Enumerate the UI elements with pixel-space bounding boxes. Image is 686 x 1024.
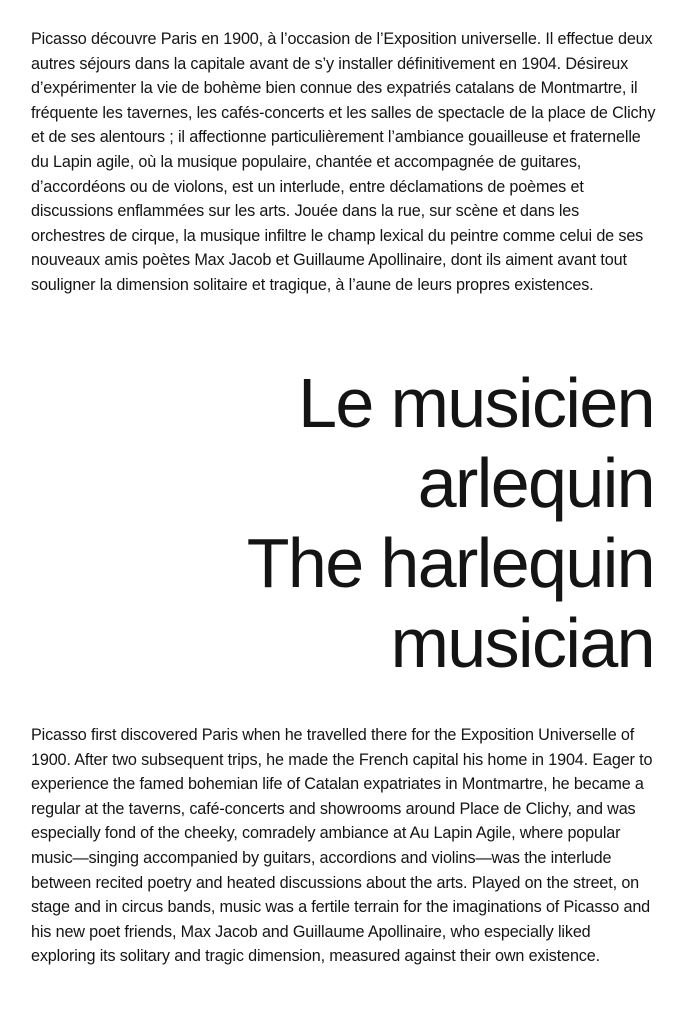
title-french-line-2: arlequin (417, 444, 654, 522)
english-intro-paragraph: Picasso first discovered Paris when he travelled there for the Exposition Universelle of 1900. After two subsequent trips, he made the French capital his home in 1904. Eager to experience the famed bohemian life of Catalan expatriates in Montmartre, he became a regular at the taverns, café-concerts and showrooms around Place de Clichy, and was especially fond of the cheeky, comradely ambiance at Au Lapin Agile, where popular music—singing accompanied by guitars, accordions and violins—was the interlude between recited poetry and heated discussions about the arts. Played on the street, on stage and in circus bands, music was a fertile terrain for the imaginations of Picasso and his new poet friends, Max Jacob and Guillaume Apollinaire, who especially liked exploring its solitary and tragic dimension, measured against their own existence. (31, 726, 653, 966)
section-title (28, 363, 654, 683)
title-english-line-1: The harlequin (246, 524, 654, 602)
french-intro-paragraph: Picasso découvre Paris en 1900, à l’occasion de l’Exposition universelle. Il effectue deux autres séjours dans la capitale avant de s’y installer définitivement en 1904. Désireux d’expérimenter la vie de bohème bien connue des expatriés catalans de Montmartre, il fréquente les tavernes, les cafés-concerts et les salles de spectacle de la place de Clichy et de ses alentours ; il affectionne particulièrement l’ambiance gouailleuse et fraternelle du Lapin agile, où la musique populaire, chantée et accompagnée de guitares, d’accordéons ou de violons, est un interlude, entre déclamations de poèmes et discussions enflammées sur les arts. Jouée dans la rue, sur scène et dans les orchestres de cirque, la musique infiltre le champ lexical du peintre comme celui de ses nouveaux amis poètes Max Jacob et Guillaume Apollinaire, dont ils aiment avant tout souligner la dimension solitaire et tragique, à l’aune de leurs propres existences. (31, 30, 656, 294)
title-english-line-2: musician (390, 604, 654, 682)
title-french-line-1: Le musicien (298, 364, 654, 442)
